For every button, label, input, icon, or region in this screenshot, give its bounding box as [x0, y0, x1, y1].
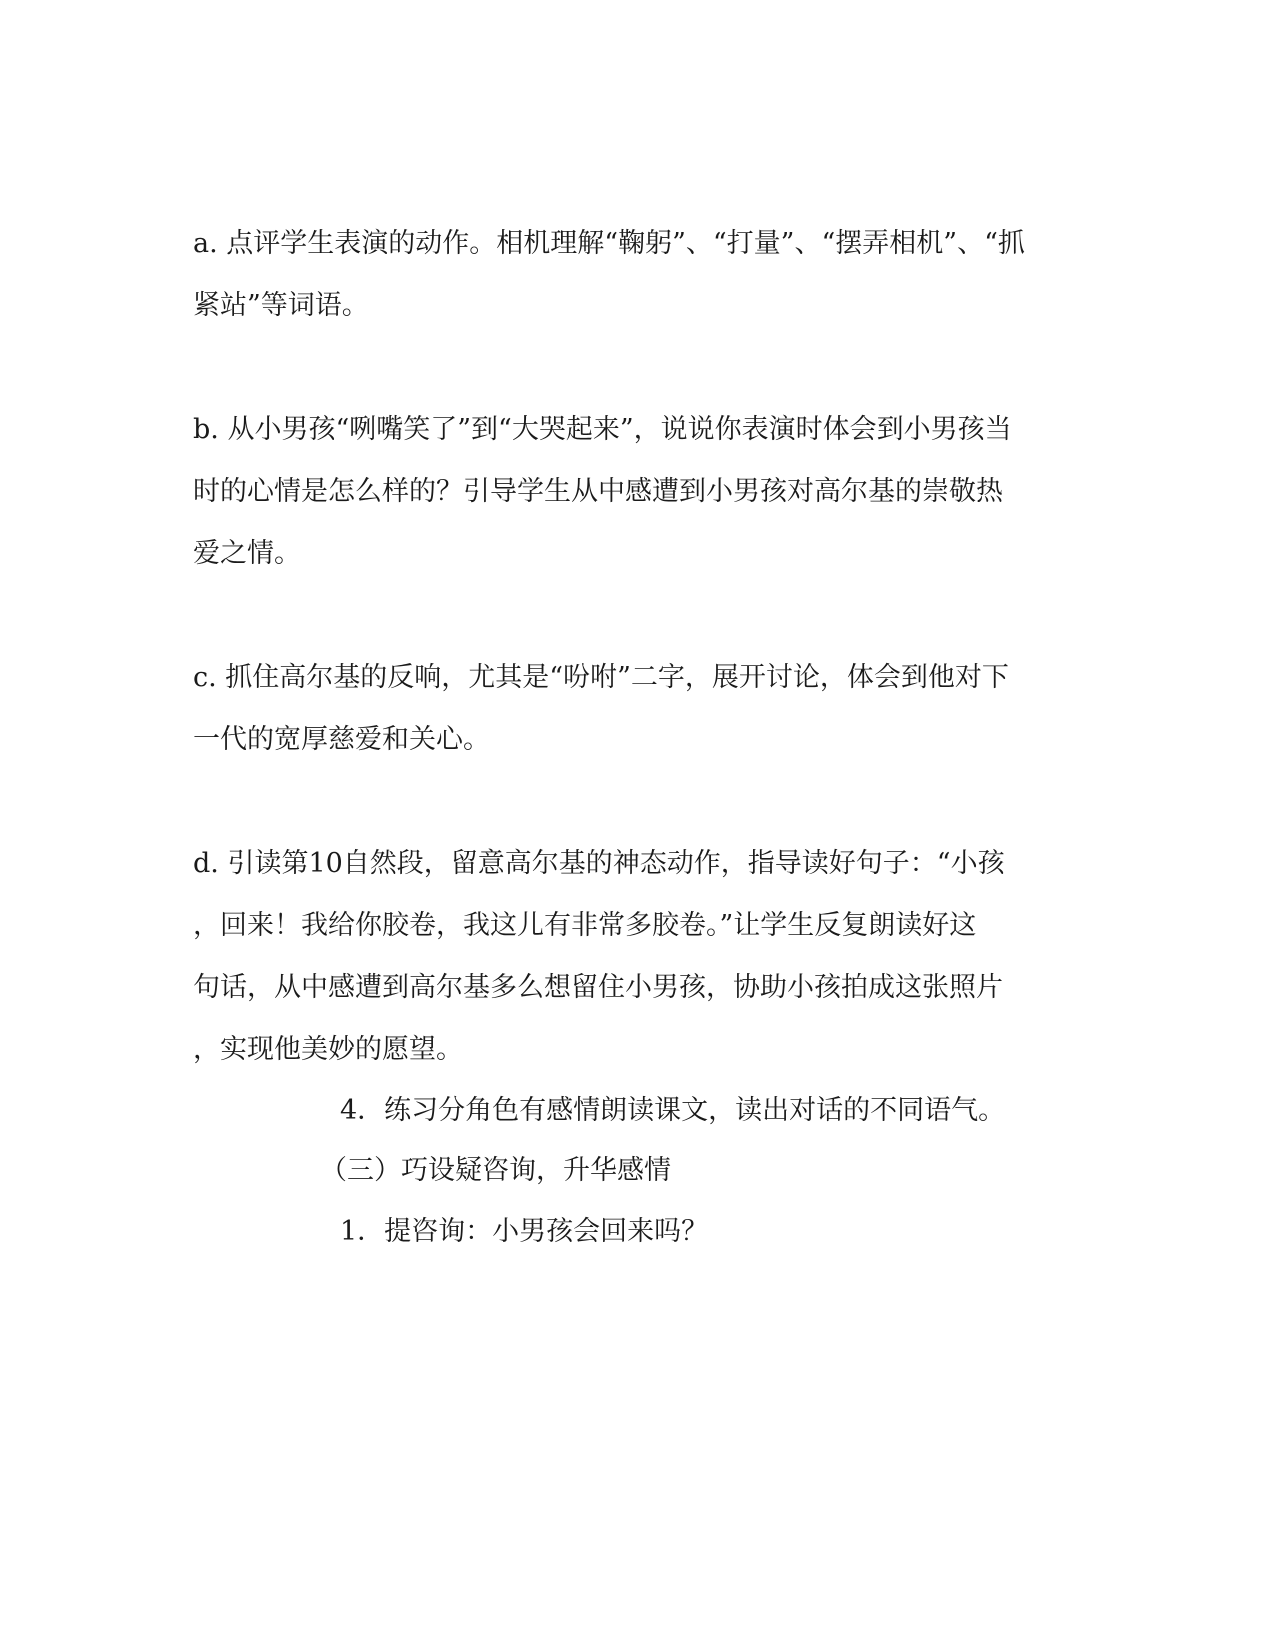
paragraph-d-line-1: d. 引读第10自然段，留意高尔基的神态动作，指导读好句子：“小孩 [193, 848, 1005, 879]
section-3-heading: （三）巧设疑咨询，升华感情 [320, 1155, 671, 1186]
paragraph-a-line-2: 紧站”等词语。 [193, 290, 369, 321]
paragraph-c-line-2: 一代的宽厚慈爱和关心。 [193, 724, 490, 755]
item-4-text: 4．练习分角色有感情朗读课文，读出对话的不同语气。 [340, 1095, 1006, 1126]
paragraph-a-line-1: a. 点评学生表演的动作。相机理解“鞠躬”、“打量”、“摆弄相机”、“抓 [193, 228, 1025, 259]
paragraph-d-line-2: ，回来！我给你胶卷，我这儿有非常多胶卷。”让学生反复朗读好这 [193, 910, 977, 941]
item-1-text: 1．提咨询：小男孩会回来吗？ [340, 1216, 709, 1247]
paragraph-c-line-1: c. 抓住高尔基的反响，尤其是“吩咐”二字，展开讨论，体会到他对下 [193, 662, 1009, 693]
paragraph-d-line-4: ，实现他美妙的愿望。 [193, 1034, 463, 1065]
paragraph-b-line-2: 时的心情是怎么样的？引导学生从中感遭到小男孩对高尔基的崇敬热 [193, 476, 1003, 507]
paragraph-b-line-3: 爱之情。 [193, 538, 301, 569]
paragraph-b-line-1: b. 从小男孩“咧嘴笑了”到“大哭起来”，说说你表演时体会到小男孩当 [193, 414, 1012, 445]
paragraph-d-line-3: 句话，从中感遭到高尔基多么想留住小男孩，协助小孩拍成这张照片 [193, 972, 1003, 1003]
